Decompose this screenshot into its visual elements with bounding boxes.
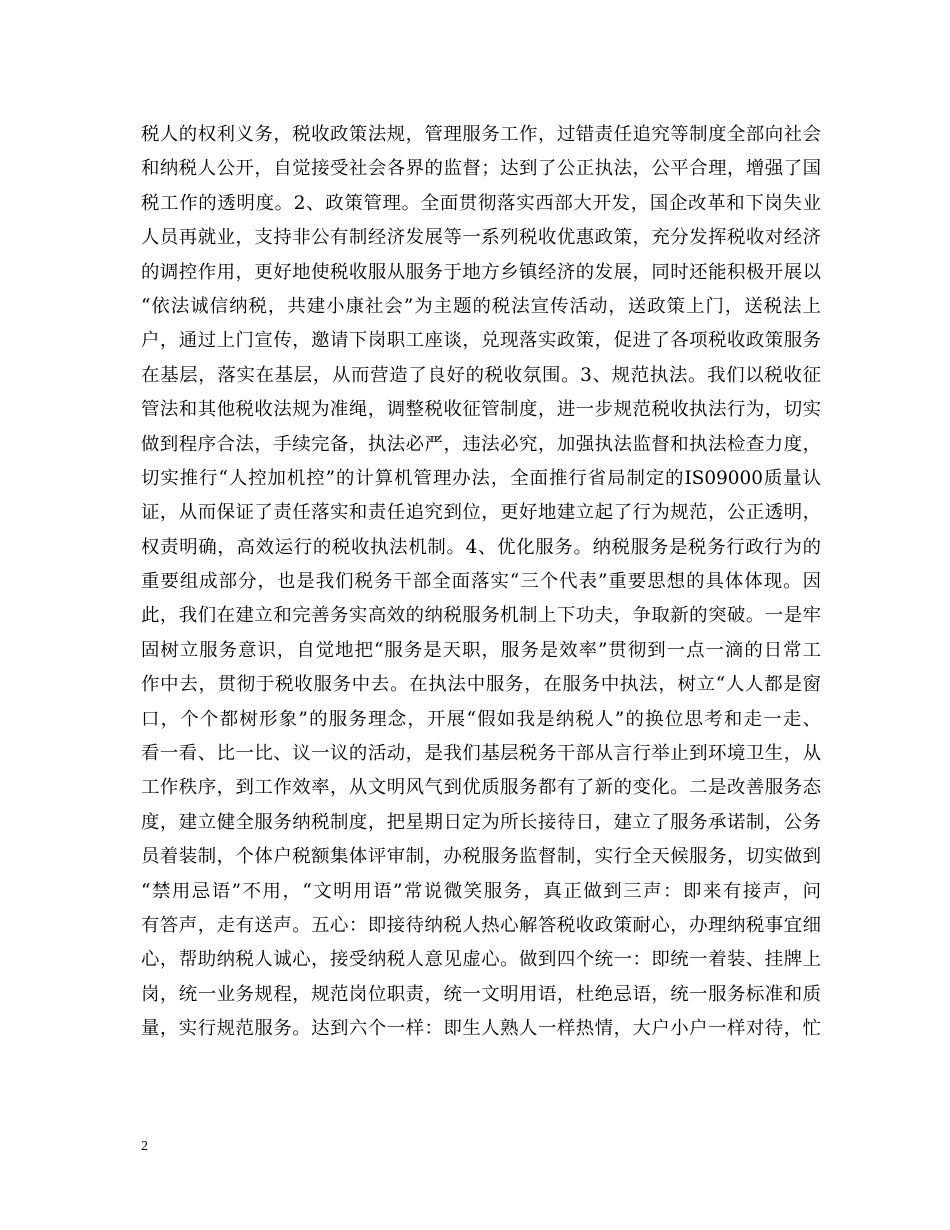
text-line: 此，我们在建立和完善务实高效的纳税服务机制上下功夫，争取新的突破。一是牢: [141, 605, 821, 627]
text-line: “依法诚信纳税，共建小康社会”为主题的税法宣传活动，送政策上门，送税法上: [141, 295, 821, 317]
text-line: 在基层，落实在基层，从而营造了良好的税收氛围。3、规范执法。我们以税收征: [141, 364, 821, 386]
text-line: 做到程序合法，手续完备，执法必严，违法必究，加强执法监督和执法检查力度，: [141, 433, 821, 455]
text-line: 税工作的透明度。2、政策管理。全面贯彻落实西部大开发，国企改革和下岗失业: [141, 192, 821, 214]
text-line: 心，帮助纳税人诚心，接受纳税人意见虚心。做到四个统一：即统一着装、挂牌上: [141, 949, 821, 971]
text-line: 重要组成部分，也是我们税务干部全面落实“三个代表”重要思想的具体体现。因: [141, 571, 821, 593]
text-line: 度，建立健全服务纳税制度，把星期日定为所长接待日，建立了服务承诺制，公务: [141, 811, 821, 833]
text-line: 切实推行“人控加机控”的计算机管理办法，全面推行省局制定的IS09000质量认: [141, 467, 821, 489]
text-line: 量，实行规范服务。达到六个一样：即生人熟人一样热情，大户小户一样对待，忙: [141, 1018, 821, 1040]
text-line: 岗，统一业务规程，规范岗位职责，统一文明用语，杜绝忌语，统一服务标准和质: [141, 983, 821, 1005]
text-line: 人员再就业，支持非公有制经济发展等一系列税收优惠政策，充分发挥税收对经济: [141, 227, 821, 249]
page-number: 2: [141, 1139, 148, 1154]
text-line: 的调控作用，更好地使税收服从服务于地方乡镇经济的发展，同时还能积极开展以: [141, 261, 821, 283]
text-line: 作中去，贯彻于税收服务中去。在执法中服务，在服务中执法，树立“人人都是窗: [141, 674, 821, 696]
text-line: 权责明确，高效运行的税收执法机制。4、优化服务。纳税服务是税务行政行为的: [141, 536, 821, 558]
text-line: 口，个个都树形象”的服务理念，开展“假如我是纳税人”的换位思考和走一走、: [141, 708, 821, 730]
body-text: [141, 118, 821, 1047]
text-line: 看一看、比一比、议一议的活动，是我们基层税务干部从言行举止到环境卫生，从: [141, 743, 821, 765]
text-line: 员着装制，个体户税额集体评审制，办税服务监督制，实行全天候服务，切实做到: [141, 846, 821, 868]
text-line: “禁用忌语”不用，“文明用语”常说微笑服务，真正做到三声：即来有接声，问: [141, 880, 821, 902]
text-line: 固树立服务意识，自觉地把“服务是天职，服务是效率”贯彻到一点一滴的日常工: [141, 639, 821, 661]
text-line: 税人的权利义务，税收政策法规，管理服务工作，过错责任追究等制度全部向社会: [141, 124, 821, 145]
text-line: 管法和其他税收法规为准绳，调整税收征管制度，进一步规范税收执法行为，切实: [141, 399, 821, 421]
text-line: 证，从而保证了责任落实和责任追究到位，更好地建立起了行为规范，公正透明，: [141, 502, 821, 524]
text-line: 工作秩序，到工作效率，从文明风气到优质服务都有了新的变化。二是改善服务态: [141, 777, 821, 799]
text-line: 和纳税人公开，自觉接受社会各界的监督；达到了公正执法，公平合理，增强了国: [141, 158, 821, 180]
text-line: 有答声，走有送声。五心：即接待纳税人热心解答税收政策耐心，办理纳税事宜细: [141, 914, 821, 936]
text-line: 户，通过上门宣传，邀请下岗职工座谈，兑现落实政策，促进了各项税收政策服务: [141, 330, 821, 352]
